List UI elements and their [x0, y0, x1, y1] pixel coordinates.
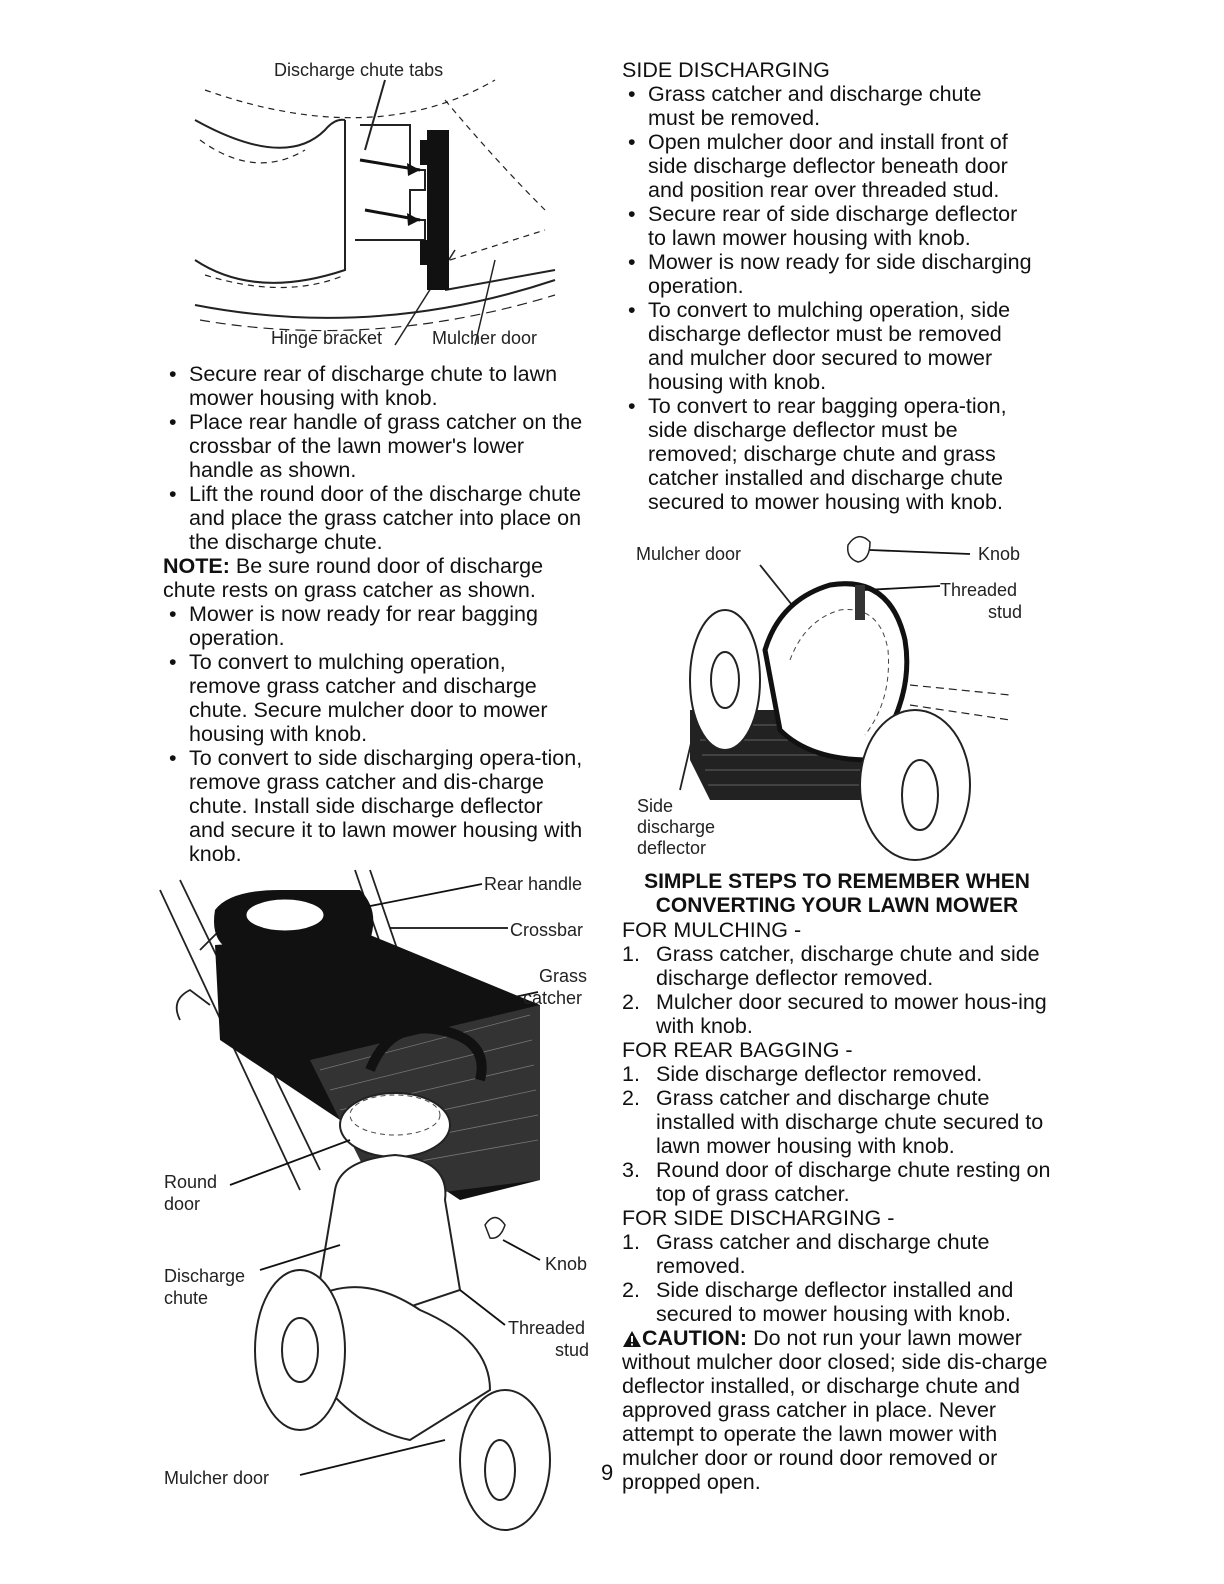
list-item — [622, 990, 1052, 1038]
list-item: • Lift the round door of the discharge chute and place the grass catcher into place on the discharge chute. — [163, 482, 583, 554]
list-text: Grass catcher and discharge chute removed. — [656, 1230, 990, 1278]
simple-steps-title-2: CONVERTING YOUR LAWN MOWER — [655, 894, 1019, 917]
bullet-list-rear-bagging — [163, 362, 583, 554]
list-item: • Grass catcher and discharge chute must be removed. — [622, 82, 1032, 130]
label-knob-right: Knob — [978, 544, 1021, 564]
list-item: • Mower is now ready for side discharging operation. — [622, 250, 1032, 298]
label-door: door — [164, 1194, 201, 1214]
rear-bagging-heading: FOR REAR BAGGING - — [622, 1038, 853, 1062]
note-label: NOTE: — [163, 554, 230, 578]
label-discharge-chute-tabs: Discharge chute tabs — [274, 60, 444, 80]
label-hinge-bracket: Hinge bracket — [271, 328, 383, 348]
label-rear-handle: Rear handle — [484, 874, 583, 894]
figure-chute-tabs — [195, 60, 565, 350]
list-number: 2. — [622, 1086, 640, 1110]
bullet-list-conversion — [163, 602, 583, 866]
list-text: Grass catcher and discharge chute installed with discharge chute secured to lawn mower housing with knob. — [656, 1086, 1044, 1158]
side-discharging-list — [622, 1230, 1052, 1326]
label-discharge-right: discharge — [637, 817, 716, 837]
list-text: Round door of discharge chute resting on top of grass catcher. — [656, 1158, 1051, 1206]
side-discharging-heading: FOR SIDE DISCHARGING - — [622, 1206, 895, 1230]
section-heading: SIDE DISCHARGING — [622, 58, 830, 82]
bullet-list-side-discharging — [622, 82, 1032, 514]
simple-steps-section — [622, 870, 1052, 1494]
list-item — [622, 1230, 1052, 1278]
list-item: • To convert to side discharging opera-tion, remove grass catcher and dis-charge chute. Install side discharge deflector and secure it to lawn mower housing with knob. — [163, 746, 583, 866]
list-item: • To convert to rear bagging opera-tion, side discharge deflector must be removed; discharge chute and grass catcher installed and discharge chute secured to mower housing with knob. — [622, 394, 1032, 514]
page-number: 9 — [601, 1460, 614, 1485]
caution-label — [622, 1326, 747, 1350]
label-crossbar: Crossbar — [510, 920, 584, 940]
list-item — [622, 942, 1052, 990]
label-mulcher-door: Mulcher door — [432, 328, 538, 348]
rear-bagging-list — [622, 1062, 1052, 1206]
list-text: Grass catcher, discharge chute and side discharge deflector removed. — [656, 942, 1040, 990]
list-item: • Place rear handle of grass catcher on the crossbar of the lawn mower's lower handle as shown. — [163, 410, 583, 482]
warning-triangle-icon — [622, 1330, 642, 1348]
mulching-heading: FOR MULCHING - — [622, 918, 802, 942]
list-number: 2. — [622, 1278, 640, 1302]
label-side: Side — [637, 796, 674, 816]
list-item — [622, 1278, 1052, 1326]
list-item: • Secure rear of side discharge deflector to lawn mower housing with knob. — [622, 202, 1032, 250]
label-catcher: catcher — [523, 988, 583, 1008]
label-discharge: Discharge — [164, 1266, 246, 1286]
list-item — [622, 1158, 1052, 1206]
caution-paragraph — [622, 1326, 1052, 1494]
label-deflector: deflector — [637, 838, 707, 858]
left-column-text — [163, 362, 583, 866]
list-item — [622, 1086, 1052, 1158]
note-text: Be sure round door of discharge chute rests on grass catcher as shown. — [163, 554, 544, 602]
list-number: 1. — [622, 942, 640, 966]
list-item: • Open mulcher door and install front of side discharge deflector beneath door and position rear over threaded stud. — [622, 130, 1032, 202]
list-text: Mulcher door secured to mower hous-ing with knob. — [656, 990, 1047, 1038]
list-number: 2. — [622, 990, 640, 1014]
label-stud-right: stud — [988, 602, 1023, 622]
list-number: 3. — [622, 1158, 640, 1182]
label-grass: Grass — [539, 966, 588, 986]
side-discharging-section — [622, 58, 1072, 514]
caution-text: Do not run your lawn mower without mulcher door closed; side dis-charge deflector installed, or discharge chute and approved grass catcher in place. Never attempt to operate the lawn mower with mulcher door or round door removed or propped open. — [622, 1326, 1048, 1494]
list-item — [622, 1062, 1052, 1086]
note-paragraph — [163, 554, 583, 602]
label-knob: Knob — [545, 1254, 588, 1274]
list-item: • To convert to mulching operation, side discharge deflector must be removed and mulcher door secured to mower housing with knob. — [622, 298, 1032, 394]
list-item: • Mower is now ready for rear bagging operation. — [163, 602, 583, 650]
figure-grass-catcher-installed — [160, 870, 600, 1510]
label-stud: stud — [555, 1340, 590, 1360]
caution-label-text: CAUTION: — [642, 1326, 748, 1350]
label-threaded: Threaded — [508, 1318, 586, 1338]
label-round: Round — [164, 1172, 218, 1192]
list-item: • Secure rear of discharge chute to lawn mower housing with knob. — [163, 362, 583, 410]
simple-steps-title-1: SIMPLE STEPS TO REMEMBER WHEN — [644, 870, 1030, 893]
list-number: 1. — [622, 1230, 640, 1254]
label-threaded-right: Threaded — [940, 580, 1018, 600]
list-text: Side discharge deflector removed. — [656, 1062, 983, 1086]
mulching-list — [622, 942, 1052, 1038]
label-chute: chute — [164, 1288, 209, 1308]
label-mulcher-door-bottom: Mulcher door — [164, 1468, 270, 1488]
list-item: • To convert to mulching operation, remove grass catcher and discharge chute. Secure mulcher door to mower housing with knob. — [163, 650, 583, 746]
list-text: Side discharge deflector installed and secured to mower housing with knob. — [656, 1278, 1014, 1326]
label-mulcher-door-right: Mulcher door — [636, 544, 742, 564]
list-number: 1. — [622, 1062, 640, 1086]
